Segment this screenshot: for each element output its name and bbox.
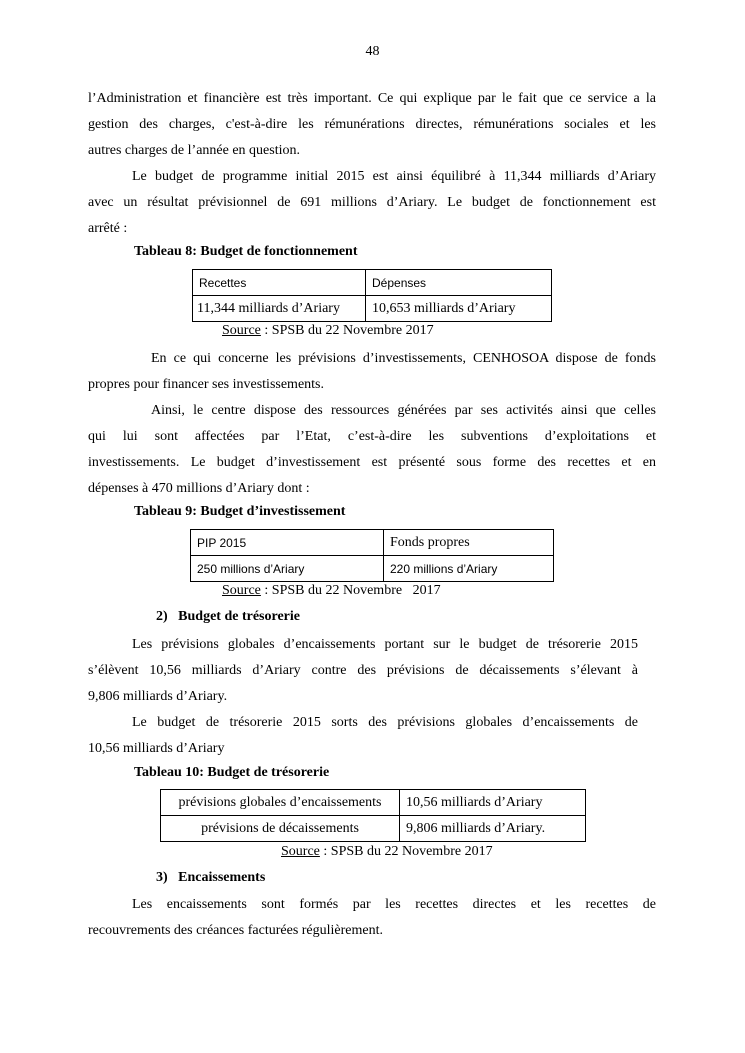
- source-text: : SPSB du 22 Novembre 2017: [319, 844, 493, 859]
- table8-source: [222, 323, 434, 339]
- text-line: 10,56 milliards d’Ariary: [88, 741, 225, 756]
- table-cell: prévisions globales d’encaissements: [161, 790, 400, 816]
- paragraph-administration: [88, 86, 656, 164]
- paragraph-budget-programme: [88, 164, 656, 242]
- paragraph-investissements: [88, 346, 656, 398]
- text-line: Les prévisions globales d’encaissements portant sur le budget de trésorerie 2015: [132, 637, 638, 652]
- source-text: : SPSB du 22 Novembre 2017: [260, 583, 441, 598]
- text-line: Ainsi, le centre dispose des ressources générées par ses activités ainsi que celles: [151, 403, 656, 418]
- table-row: [191, 530, 554, 556]
- table8-caption: Tableau 8: Budget de fonctionnement: [134, 244, 358, 259]
- table-row: [193, 296, 552, 322]
- table10: [160, 789, 586, 842]
- source-label: Source: [222, 583, 261, 598]
- table-row: [193, 270, 552, 296]
- table-cell: 250 millions d’Ariary: [191, 556, 384, 582]
- table-header-cell: Dépenses: [366, 270, 552, 296]
- table9-source: [222, 583, 441, 599]
- text-line: gestion des charges, c'est-à-dire les rémunérations directes, rémunérations sociales et les: [88, 117, 656, 132]
- table-header-cell: Fonds propres: [384, 530, 554, 556]
- table-row: [161, 790, 586, 816]
- paragraph-previsions: [88, 632, 638, 710]
- table8: [192, 269, 552, 322]
- text-line: Les encaissements sont formés par les recettes directes et les recettes de: [132, 897, 656, 912]
- table-cell: 9,806 milliards d’Ariary.: [400, 816, 586, 842]
- section-heading-tresorerie: 2) Budget de trésorerie: [156, 609, 300, 624]
- source-label: Source: [281, 844, 320, 859]
- table-header-cell: PIP 2015: [191, 530, 384, 556]
- table9: [190, 529, 554, 582]
- text-line: propres pour financer ses investissements.: [88, 377, 324, 392]
- text-line: dépenses à 470 millions d’Ariary dont :: [88, 481, 310, 496]
- source-text: : SPSB du 22 Novembre 2017: [260, 323, 434, 338]
- text-line: Le budget de programme initial 2015 est ainsi équilibré à 11,344 milliards d’Ariary: [132, 169, 656, 184]
- text-line: autres charges de l’année en question.: [88, 143, 300, 158]
- table9-caption: Tableau 9: Budget d’investissement: [134, 504, 346, 519]
- paragraph-encaissements: [88, 892, 656, 944]
- text-line: recouvrements des créances facturées régulièrement.: [88, 923, 384, 938]
- section-heading-encaissements: 3) Encaissements: [156, 870, 266, 885]
- table-cell: 10,56 milliards d’Ariary: [400, 790, 586, 816]
- paragraph-budget-tresorerie: [88, 710, 638, 762]
- text-line: investissements. Le budget d’investissement est présenté sous forme des recettes et en: [88, 455, 656, 470]
- source-label: Source: [222, 323, 261, 338]
- text-line: avec un résultat prévisionnel de 691 millions d’Ariary. Le budget de fonctionnement est: [88, 195, 656, 210]
- text-line: s’élèvent 10,56 milliards d’Ariary contre des prévisions de décaissements s’élevant à: [88, 663, 638, 678]
- table-row: [191, 556, 554, 582]
- table10-source: [281, 844, 493, 860]
- page-number: 48: [365, 44, 380, 59]
- table10-caption: Tableau 10: Budget de trésorerie: [134, 765, 330, 780]
- table-cell: 11,344 milliards d’Ariary: [193, 296, 366, 322]
- text-line: 9,806 milliards d’Ariary.: [88, 689, 228, 704]
- text-line: En ce qui concerne les prévisions d’investissements, CENHOSOA dispose de fonds: [151, 351, 656, 366]
- text-line: qui lui sont affectées par l’Etat, c’est-à-dire les subventions d’exploitations et: [88, 429, 656, 444]
- table-cell: prévisions de décaissements: [161, 816, 400, 842]
- paragraph-ressources: [88, 398, 656, 502]
- text-line: arrêté :: [88, 221, 128, 236]
- table-row: [161, 816, 586, 842]
- table-cell: 220 millions d’Ariary: [384, 556, 554, 582]
- text-line: Le budget de trésorerie 2015 sorts des prévisions globales d’encaissements de: [132, 715, 638, 730]
- text-line: l’Administration et financière est très important. Ce qui explique par le fait que ce service a la: [88, 91, 656, 106]
- table-header-cell: Recettes: [193, 270, 366, 296]
- table-cell: 10,653 milliards d’Ariary: [366, 296, 552, 322]
